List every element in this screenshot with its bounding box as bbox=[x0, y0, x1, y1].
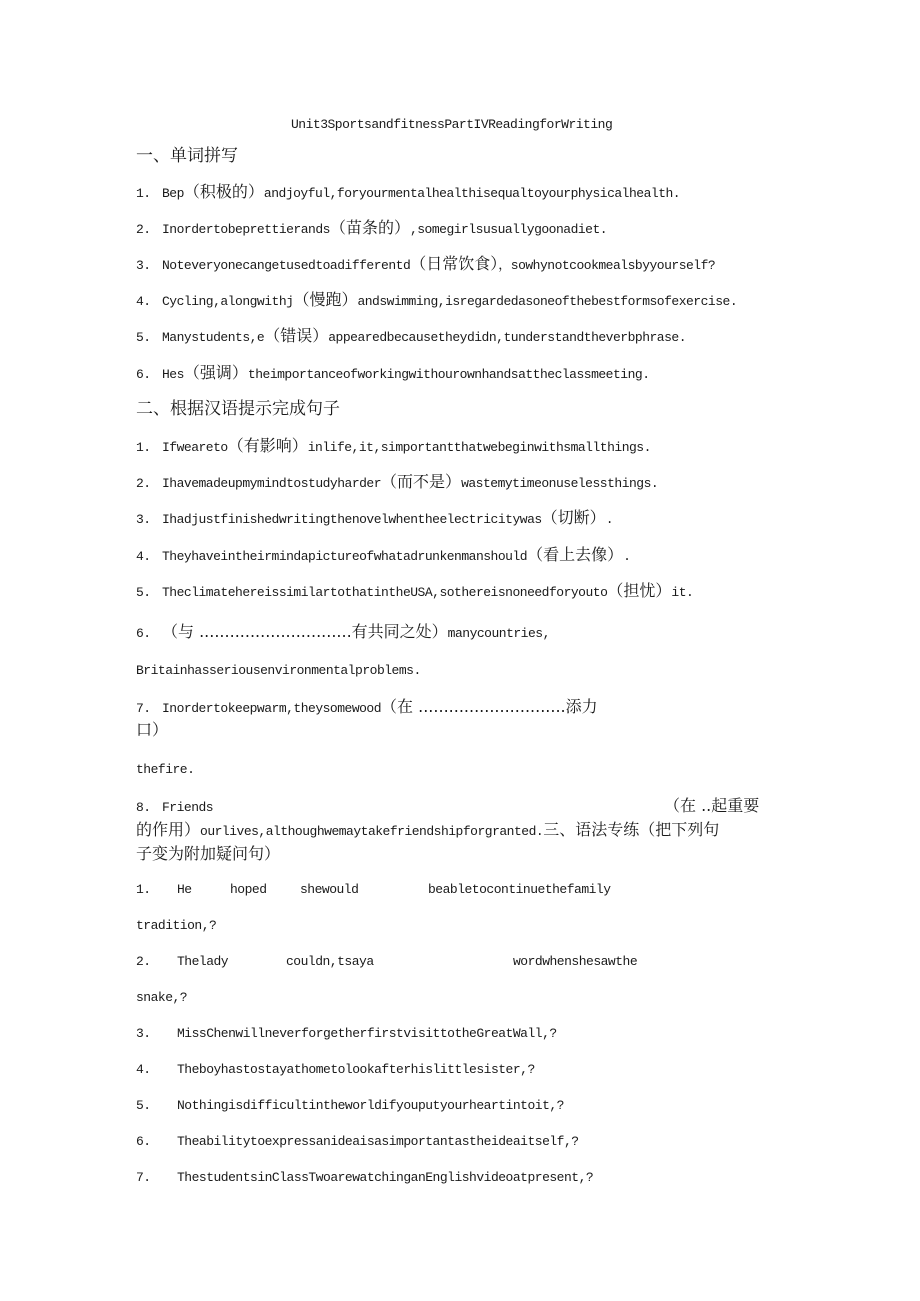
exercise-item bbox=[136, 624, 550, 641]
item-number: 7. bbox=[136, 1170, 151, 1185]
item-number: 3. bbox=[136, 1026, 151, 1041]
exercise-item bbox=[136, 1135, 579, 1148]
chinese-hint: （在 .............................添力 bbox=[381, 697, 598, 716]
item-number: 6. bbox=[136, 626, 151, 641]
item-number: 6. bbox=[136, 367, 151, 382]
chinese-hint-continuation: 的作用） bbox=[136, 820, 201, 839]
item-word: shewould bbox=[300, 882, 359, 897]
exercise-item bbox=[136, 328, 686, 345]
chinese-hint: （有影响） bbox=[227, 436, 308, 455]
chinese-hint: （日常饮食） bbox=[410, 254, 499, 273]
item-text-after: appearedbecausetheydidn,tunderstandtheverbphrase. bbox=[328, 330, 686, 345]
item-word: wordwhenshesawthe bbox=[513, 954, 638, 969]
item-word: beabletocontinuethefamily bbox=[428, 882, 611, 897]
exercise-item bbox=[136, 510, 613, 527]
section-heading-spelling: 一、单词拼写 bbox=[136, 146, 238, 166]
item-number: 2. bbox=[136, 954, 151, 969]
item-text-after: . bbox=[623, 549, 631, 564]
item-word: Thelady bbox=[177, 954, 229, 969]
exercise-item bbox=[136, 955, 637, 968]
item-text-after: andswimming,isregardedasoneofthebestformsofexercise. bbox=[357, 294, 738, 309]
item-text: Theabilitytoexpressanideaisasimportantastheideaitself,? bbox=[177, 1134, 579, 1149]
item-number: 2. bbox=[136, 476, 151, 491]
item-text-before: Inordertokeepwarm,theysomewood bbox=[162, 701, 382, 716]
chinese-hint: （而不是） bbox=[381, 472, 462, 491]
item-number: 5. bbox=[136, 330, 151, 345]
item-text-after: it. bbox=[671, 585, 694, 600]
item-continuation: snake,? bbox=[136, 990, 188, 1005]
page-title: Unit3SportsandfitnessPartIVReadingforWriting bbox=[291, 117, 613, 132]
item-text-before: Bep bbox=[162, 186, 184, 201]
item-number: 1. bbox=[136, 882, 151, 897]
chinese-hint: （慢跑） bbox=[293, 290, 358, 309]
chinese-hint: （看上去像） bbox=[527, 545, 624, 564]
item-text-after: ourlives,althoughwemaytakefriendshipforgranted. bbox=[200, 824, 544, 839]
item-text-after: andjoyful,foryourmentalhealthisequaltoyourphysicalhealth. bbox=[263, 186, 681, 201]
item-number: 2. bbox=[136, 222, 151, 237]
exercise-item bbox=[136, 292, 737, 309]
item-text-after: theimportanceofworkingwithourownhandsattheclassmeeting. bbox=[247, 367, 650, 382]
exercise-item bbox=[136, 1063, 535, 1076]
item-continuation: Britainhasseriousenvironmentalproblems. bbox=[136, 663, 421, 678]
item-text-after: ,somegirlsusuallygoonadiet. bbox=[409, 222, 608, 237]
item-text-before: Noteveryonecangetusedtoadifferentd bbox=[162, 258, 411, 273]
section-heading-grammar: 三、语法专练（把下列句 bbox=[543, 820, 720, 839]
exercise-item bbox=[136, 801, 213, 814]
item-number: 7. bbox=[136, 701, 151, 716]
chinese-hint: （担忧） bbox=[607, 581, 672, 600]
item-text-before: Ifweareto bbox=[162, 440, 228, 455]
chinese-hint: （强调） bbox=[183, 363, 248, 382]
exercise-item bbox=[136, 1099, 564, 1112]
item-text: Nothingisdifficultintheworldifyouputyourheartintoit,? bbox=[177, 1098, 564, 1113]
item-text-before: Cycling,alongwithj bbox=[162, 294, 294, 309]
chinese-hint: （切断） bbox=[541, 508, 606, 527]
exercise-item bbox=[136, 474, 658, 491]
item-text-before: Ihavemadeupmymindtostudyharder bbox=[162, 476, 382, 491]
section-heading-translation: 二、根据汉语提示完成句子 bbox=[136, 399, 340, 419]
item-text-before: TheclimatehereissimilartothatintheUSA,sothereisnoneedforyouto bbox=[162, 585, 608, 600]
item-text-before: Manystudents,e bbox=[162, 330, 265, 345]
item-text-after: inlife,it,simportantthatwebeginwithsmallthings. bbox=[307, 440, 651, 455]
item-text-before: Inordertobeprettierands bbox=[162, 222, 330, 237]
item-text-after: wastemytimeonuselessthings. bbox=[461, 476, 659, 491]
item-text-after: . bbox=[605, 512, 613, 527]
item-continuation: tradition,? bbox=[136, 918, 217, 933]
item-text-before: Ihadjustfinishedwritingthenovelwhentheelectricitywas bbox=[162, 512, 542, 527]
item-word: couldn,tsaya bbox=[286, 954, 374, 969]
item-text: ThestudentsinClassTwoarewatchinganEnglishvideoatpresent,? bbox=[177, 1170, 594, 1185]
item-text-before: Theyhaveintheirmindapictureofwhatadrunkenmanshould bbox=[162, 549, 528, 564]
chinese-hint: （积极的） bbox=[183, 182, 264, 201]
exercise-item bbox=[136, 220, 607, 237]
exercise-item bbox=[136, 365, 650, 382]
item-number: 1. bbox=[136, 440, 151, 455]
item-number: 8. bbox=[136, 800, 151, 815]
item-number: 4. bbox=[136, 1062, 151, 1077]
item-number: 3. bbox=[136, 512, 151, 527]
exercise-item bbox=[136, 438, 651, 455]
exercise-item bbox=[136, 583, 693, 600]
item-number: 4. bbox=[136, 549, 151, 564]
exercise-item bbox=[136, 1171, 593, 1184]
chinese-hint: （苗条的） bbox=[329, 218, 410, 237]
chinese-hint: （错误） bbox=[264, 326, 329, 345]
exercise-item bbox=[136, 1027, 557, 1040]
item-number: 3. bbox=[136, 258, 151, 273]
section-heading-grammar-continuation: 子变为附加疑问句） bbox=[136, 844, 281, 863]
exercise-item bbox=[136, 184, 680, 201]
item-number: 5. bbox=[136, 585, 151, 600]
chinese-hint-continuation: 口） bbox=[136, 720, 169, 739]
item-number: 1. bbox=[136, 186, 151, 201]
exercise-item bbox=[136, 256, 715, 273]
item-text-before: Hes bbox=[162, 367, 184, 382]
item-word: hoped bbox=[230, 882, 267, 897]
item-word: He bbox=[177, 882, 192, 897]
exercise-item bbox=[136, 547, 630, 564]
item-continuation: thefire. bbox=[136, 762, 195, 777]
item-text-after: manycountries, bbox=[447, 626, 550, 641]
item-text: MissChenwillneverforgetherfirstvisittotheGreatWall,? bbox=[177, 1026, 557, 1041]
item-text-before: Friends bbox=[162, 800, 214, 815]
item-number: 4. bbox=[136, 294, 151, 309]
exercise-item bbox=[136, 883, 611, 896]
exercise-item bbox=[136, 699, 598, 716]
chinese-hint: （在 ..起重要 bbox=[664, 796, 760, 815]
item-text: Theboyhastostayathometolookafterhislittlesister,? bbox=[177, 1062, 535, 1077]
item-continuation bbox=[136, 822, 719, 839]
item-number: 5. bbox=[136, 1098, 151, 1113]
item-text-after: ，sowhynotcookmealsbyyourself? bbox=[498, 258, 716, 273]
item-number: 6. bbox=[136, 1134, 151, 1149]
chinese-hint: （与 ..............................有共同之处） bbox=[162, 622, 448, 641]
